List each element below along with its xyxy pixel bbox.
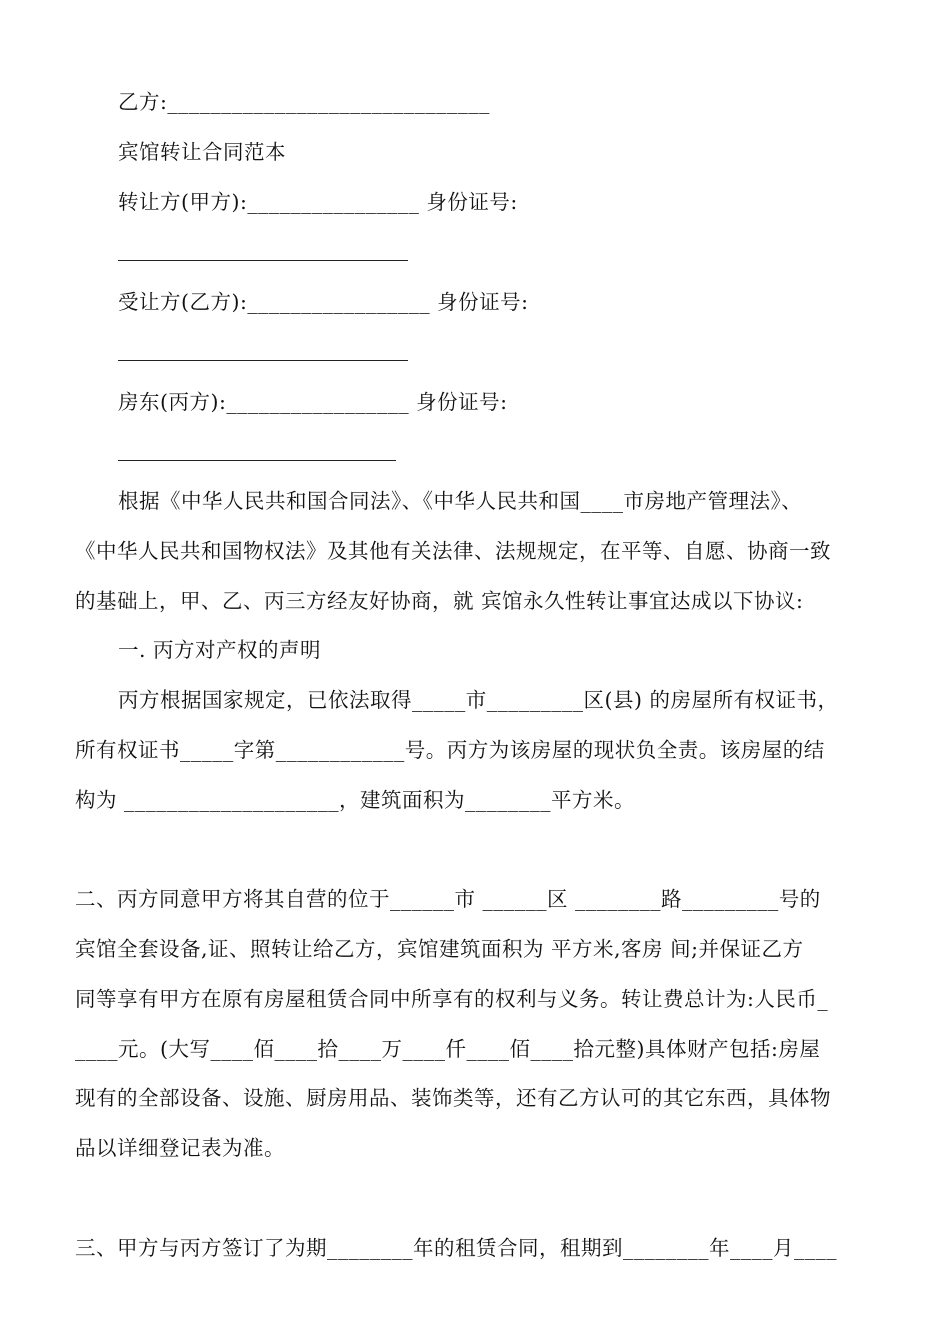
landlord-line: 房东(丙方):_________________ 身份证号: [118,390,508,414]
intro-paragraph-line: 的基础上，甲、乙、丙三方经友好协商，就 宾馆永久性转让事宜达成以下协议: [75,589,804,613]
section-2-line: 现有的全部设备、设施、厨房用品、装饰类等，还有乙方认可的其它东西，具体物 [75,1086,831,1110]
id-number-blank-line [118,260,408,261]
id-number-blank-line [118,360,408,361]
transferor-line: 转让方(甲方):________________ 身份证号: [118,190,518,214]
party-b-line: 乙方:______________________________ [118,90,490,114]
section-1-line: 所有权证书_____字第____________号。丙方为该房屋的现状负全责。该房屋的结 [75,738,825,762]
section-3-line: 三、甲方与丙方签订了为期________年的租赁合同，租期到________年____月____ [75,1236,837,1260]
intro-paragraph-line: 根据《中华人民共和国合同法》、《中华人民共和国____市房地产管理法》、 [118,489,803,513]
section-2-line: 二、丙方同意甲方将其自营的位于______市 ______区 ________路_________号的 [75,887,821,911]
document-title: 宾馆转让合同范本 [118,140,286,164]
section-1-line: 构为 ____________________，建筑面积为________平方米。 [75,788,636,812]
section-1-heading: 一. 丙方对产权的声明 [118,638,322,662]
id-number-blank-line [118,460,396,461]
section-2-line: 宾馆全套设备,证、照转让给乙方，宾馆建筑面积为 平方米,客房 间;并保证乙方 [75,937,804,961]
section-2-line: 品以详细登记表为准。 [75,1136,285,1160]
section-1-line: 丙方根据国家规定，已依法取得_____市_________区(县) 的房屋所有权证书， [118,688,839,712]
transferee-line: 受让方(乙方):_________________ 身份证号: [118,290,529,314]
section-2-line: 同等享有甲方在原有房屋租赁合同中所享有的权利与义务。转让费总计为:人民币_ [75,987,829,1011]
intro-paragraph-line: 《中华人民共和国物权法》及其他有关法律、法规规定，在平等、自愿、协商一致 [75,539,831,563]
section-2-line: ____元。(大写____佰____拾____万____仟____佰____拾元整)具体财产包括:房屋 [75,1037,821,1061]
